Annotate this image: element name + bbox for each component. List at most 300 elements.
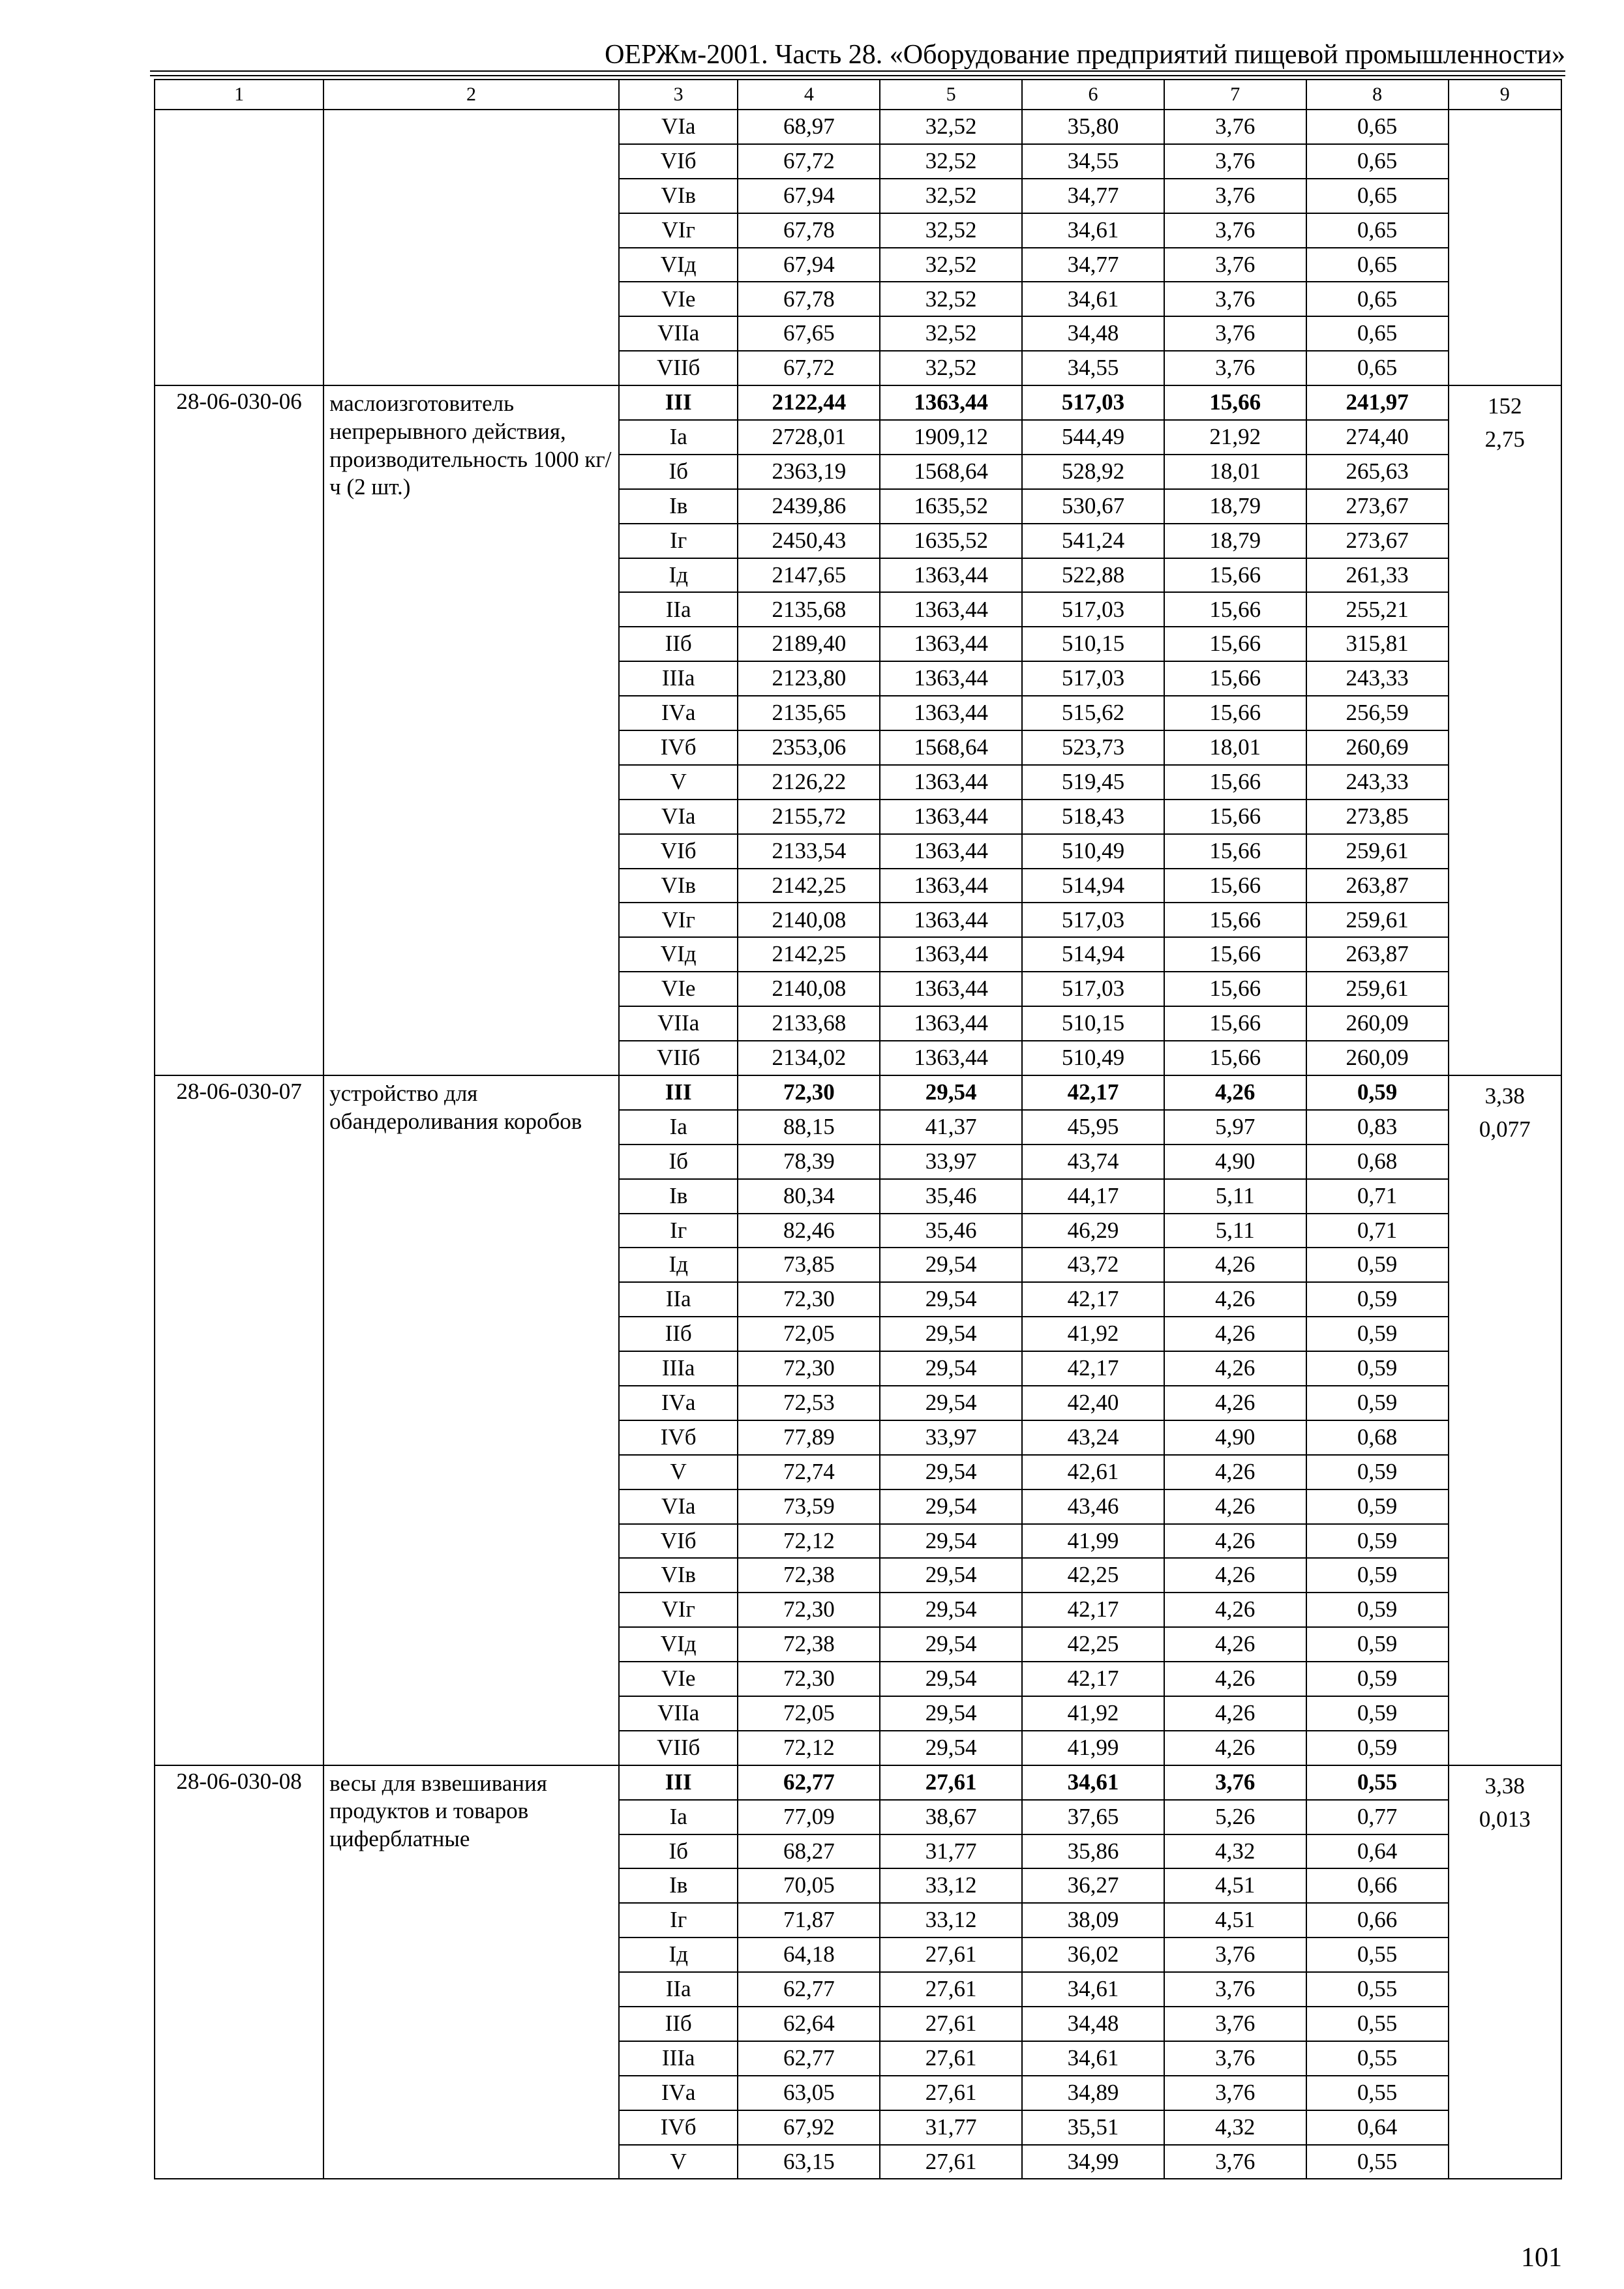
total-cost-cell: 68,27 <box>738 1834 880 1869</box>
machinist-wages-cell: 4,26 <box>1164 1317 1306 1351</box>
wages-cell: 1363,44 <box>880 972 1022 1006</box>
wages-cell: 32,52 <box>880 316 1022 351</box>
machinist-wages-cell: 4,26 <box>1164 1662 1306 1696</box>
machine-cost-cell: 41,99 <box>1022 1731 1164 1765</box>
materials-cost-cell: 0,59 <box>1306 1317 1449 1351</box>
variant-cell: IIб <box>619 2007 738 2041</box>
machinist-wages-cell: 3,76 <box>1164 248 1306 282</box>
wages-cell: 1363,44 <box>880 834 1022 869</box>
wages-cell: 1363,44 <box>880 1006 1022 1041</box>
materials-cost-cell: 0,65 <box>1306 179 1449 213</box>
materials-cost-cell: 241,97 <box>1306 385 1449 420</box>
machine-cost-cell: 44,17 <box>1022 1179 1164 1214</box>
wages-cell: 1363,44 <box>880 558 1022 593</box>
variant-cell: Iа <box>619 1110 738 1144</box>
wages-cell: 29,54 <box>880 1351 1022 1386</box>
machine-cost-cell: 42,17 <box>1022 1593 1164 1627</box>
variant-cell: IIIа <box>619 661 738 696</box>
total-cost-cell: 72,53 <box>738 1386 880 1420</box>
total-cost-cell: 73,59 <box>738 1489 880 1524</box>
wages-cell: 29,54 <box>880 1558 1022 1593</box>
machine-cost-cell: 42,25 <box>1022 1558 1164 1593</box>
total-cost-cell: 72,30 <box>738 1351 880 1386</box>
machine-cost-cell: 41,99 <box>1022 1524 1164 1559</box>
column-number-header: 2 <box>323 80 619 110</box>
machinist-wages-cell: 4,26 <box>1164 1558 1306 1593</box>
machine-cost-cell: 35,86 <box>1022 1834 1164 1869</box>
machinist-wages-cell: 21,92 <box>1164 420 1306 455</box>
total-cost-cell: 67,78 <box>738 282 880 316</box>
wages-cell: 29,54 <box>880 1696 1022 1731</box>
materials-cost-cell: 263,87 <box>1306 937 1449 972</box>
total-cost-cell: 2142,25 <box>738 869 880 903</box>
machine-cost-cell: 34,61 <box>1022 2041 1164 2076</box>
norms-table-body <box>155 80 1561 2179</box>
column-number-row <box>155 80 1561 110</box>
wages-cell: 1363,44 <box>880 661 1022 696</box>
machinist-wages-cell: 4,90 <box>1164 1420 1306 1455</box>
materials-cost-cell: 0,55 <box>1306 1765 1449 1800</box>
variant-cell: Iд <box>619 1248 738 1282</box>
machinist-wages-cell: 4,26 <box>1164 1075 1306 1110</box>
machinist-wages-cell: 15,66 <box>1164 834 1306 869</box>
total-cost-cell: 2133,68 <box>738 1006 880 1041</box>
wages-cell: 27,61 <box>880 1765 1022 1800</box>
total-cost-cell: 72,74 <box>738 1455 880 1489</box>
wages-cell: 27,61 <box>880 1937 1022 1972</box>
materials-cost-cell: 0,59 <box>1306 1662 1449 1696</box>
total-cost-cell: 72,05 <box>738 1317 880 1351</box>
machine-cost-cell: 510,49 <box>1022 834 1164 869</box>
machine-cost-cell: 42,17 <box>1022 1351 1164 1386</box>
materials-cost-cell: 0,65 <box>1306 213 1449 248</box>
total-cost-cell: 64,18 <box>738 1937 880 1972</box>
machinist-wages-cell: 15,66 <box>1164 661 1306 696</box>
variant-cell: IVб <box>619 1420 738 1455</box>
materials-cost-cell: 0,55 <box>1306 1937 1449 1972</box>
machinist-wages-cell: 3,76 <box>1164 110 1306 144</box>
materials-cost-cell: 0,55 <box>1306 1972 1449 2007</box>
machinist-wages-cell: 15,66 <box>1164 972 1306 1006</box>
materials-cost-cell: 315,81 <box>1306 627 1449 661</box>
column-number-header: 6 <box>1022 80 1164 110</box>
materials-cost-cell: 0,68 <box>1306 1420 1449 1455</box>
machine-cost-cell: 36,02 <box>1022 1937 1164 1972</box>
equipment-mass-value: 0,077 <box>1479 1116 1531 1142</box>
machine-cost-cell: 34,48 <box>1022 316 1164 351</box>
materials-cost-cell: 265,63 <box>1306 455 1449 489</box>
wages-cell: 33,12 <box>880 1903 1022 1937</box>
labor-cost-value: 152 <box>1488 393 1522 419</box>
wages-cell: 1363,44 <box>880 696 1022 730</box>
wages-cell: 33,97 <box>880 1144 1022 1179</box>
materials-cost-cell: 0,55 <box>1306 2076 1449 2110</box>
machinist-wages-cell: 15,66 <box>1164 869 1306 903</box>
machine-cost-cell: 37,65 <box>1022 1800 1164 1834</box>
materials-cost-cell: 0,68 <box>1306 1144 1449 1179</box>
wages-cell: 32,52 <box>880 179 1022 213</box>
machine-cost-cell: 42,17 <box>1022 1075 1164 1110</box>
variant-cell: Iб <box>619 1834 738 1869</box>
wages-cell: 33,97 <box>880 1420 1022 1455</box>
machinist-wages-cell: 3,76 <box>1164 179 1306 213</box>
machine-cost-cell: 522,88 <box>1022 558 1164 593</box>
machine-cost-cell: 541,24 <box>1022 524 1164 558</box>
machinist-wages-cell: 15,66 <box>1164 937 1306 972</box>
materials-cost-cell: 260,09 <box>1306 1041 1449 1075</box>
wages-cell: 29,54 <box>880 1248 1022 1282</box>
materials-cost-cell: 259,61 <box>1306 972 1449 1006</box>
machine-cost-cell: 514,94 <box>1022 869 1164 903</box>
variant-cell: VIIб <box>619 1041 738 1075</box>
header-rule <box>150 70 1565 72</box>
equipment-mass-value: 2,75 <box>1484 426 1525 452</box>
materials-cost-cell: 259,61 <box>1306 903 1449 937</box>
materials-cost-cell: 243,33 <box>1306 765 1449 800</box>
materials-cost-cell: 243,33 <box>1306 661 1449 696</box>
machine-cost-cell: 34,77 <box>1022 248 1164 282</box>
variant-cell: III <box>619 385 738 420</box>
total-cost-cell: 72,12 <box>738 1524 880 1559</box>
total-cost-cell: 2122,44 <box>738 385 880 420</box>
total-cost-cell: 67,65 <box>738 316 880 351</box>
total-cost-cell: 72,30 <box>738 1075 880 1110</box>
total-cost-cell: 2450,43 <box>738 524 880 558</box>
empty-name-cell <box>323 110 619 385</box>
materials-cost-cell: 273,67 <box>1306 489 1449 524</box>
variant-cell: VIа <box>619 110 738 144</box>
materials-cost-cell: 256,59 <box>1306 696 1449 730</box>
machine-cost-cell: 41,92 <box>1022 1696 1164 1731</box>
materials-cost-cell: 0,55 <box>1306 2145 1449 2179</box>
variant-cell: V <box>619 2145 738 2179</box>
materials-cost-cell: 0,55 <box>1306 2041 1449 2076</box>
total-cost-cell: 67,92 <box>738 2110 880 2145</box>
machine-cost-cell: 36,27 <box>1022 1868 1164 1903</box>
total-cost-cell: 71,87 <box>738 1903 880 1937</box>
variant-cell: VIIа <box>619 1006 738 1041</box>
machine-cost-cell: 523,73 <box>1022 730 1164 765</box>
total-cost-cell: 2142,25 <box>738 937 880 972</box>
machine-cost-cell: 515,62 <box>1022 696 1164 730</box>
wages-cell: 29,54 <box>880 1593 1022 1627</box>
total-cost-cell: 2135,68 <box>738 592 880 627</box>
total-cost-cell: 77,89 <box>738 1420 880 1455</box>
machine-cost-cell: 45,95 <box>1022 1110 1164 1144</box>
materials-cost-cell: 0,65 <box>1306 110 1449 144</box>
wages-cell: 31,77 <box>880 2110 1022 2145</box>
machine-cost-cell: 517,03 <box>1022 661 1164 696</box>
total-cost-cell: 72,30 <box>738 1662 880 1696</box>
materials-cost-cell: 259,61 <box>1306 834 1449 869</box>
machinist-wages-cell: 4,26 <box>1164 1386 1306 1420</box>
machine-cost-cell: 46,29 <box>1022 1214 1164 1248</box>
variant-cell: Iд <box>619 558 738 593</box>
materials-cost-cell: 261,33 <box>1306 558 1449 593</box>
machinist-wages-cell: 18,01 <box>1164 730 1306 765</box>
total-cost-cell: 63,15 <box>738 2145 880 2179</box>
materials-cost-cell: 255,21 <box>1306 592 1449 627</box>
wages-cell: 29,54 <box>880 1455 1022 1489</box>
variant-cell: VIIб <box>619 351 738 385</box>
materials-cost-cell: 0,59 <box>1306 1386 1449 1420</box>
machine-cost-cell: 34,55 <box>1022 351 1164 385</box>
machinist-wages-cell: 4,26 <box>1164 1455 1306 1489</box>
wages-cell: 32,52 <box>880 248 1022 282</box>
variant-cell: VIг <box>619 1593 738 1627</box>
machine-cost-cell: 41,92 <box>1022 1317 1164 1351</box>
variant-cell: VIб <box>619 1524 738 1559</box>
machinist-wages-cell: 4,90 <box>1164 1144 1306 1179</box>
materials-cost-cell: 273,67 <box>1306 524 1449 558</box>
variant-cell: IVа <box>619 696 738 730</box>
materials-cost-cell: 0,77 <box>1306 1800 1449 1834</box>
variant-cell: IVа <box>619 1386 738 1420</box>
variant-cell: IVб <box>619 2110 738 2145</box>
materials-cost-cell: 0,59 <box>1306 1075 1449 1110</box>
wages-cell: 38,67 <box>880 1800 1022 1834</box>
machine-cost-cell: 517,03 <box>1022 903 1164 937</box>
variant-cell: IIIа <box>619 2041 738 2076</box>
machinist-wages-cell: 4,51 <box>1164 1903 1306 1937</box>
machinist-wages-cell: 4,26 <box>1164 1696 1306 1731</box>
total-cost-cell: 88,15 <box>738 1110 880 1144</box>
wages-cell: 1363,44 <box>880 627 1022 661</box>
machinist-wages-cell: 15,66 <box>1164 800 1306 834</box>
norm-code-cell: 28-06-030-07 <box>155 1075 323 1765</box>
machine-cost-cell: 34,61 <box>1022 1765 1164 1800</box>
materials-cost-cell: 274,40 <box>1306 420 1449 455</box>
materials-cost-cell: 0,59 <box>1306 1489 1449 1524</box>
machinist-wages-cell: 3,76 <box>1164 213 1306 248</box>
materials-cost-cell: 0,59 <box>1306 1731 1449 1765</box>
machinist-wages-cell: 5,97 <box>1164 1110 1306 1144</box>
variant-cell: Iв <box>619 1868 738 1903</box>
variant-cell: VIг <box>619 213 738 248</box>
machine-cost-cell: 35,80 <box>1022 110 1164 144</box>
machinist-wages-cell: 15,66 <box>1164 385 1306 420</box>
machine-cost-cell: 34,89 <box>1022 2076 1164 2110</box>
wages-cell: 1909,12 <box>880 420 1022 455</box>
page-number: 101 <box>1521 2243 1562 2273</box>
total-cost-cell: 67,78 <box>738 213 880 248</box>
machinist-wages-cell: 15,66 <box>1164 696 1306 730</box>
variant-cell: V <box>619 1455 738 1489</box>
variant-cell: VIд <box>619 1627 738 1662</box>
total-cost-cell: 72,38 <box>738 1558 880 1593</box>
variant-cell: Iг <box>619 1903 738 1937</box>
materials-cost-cell: 0,64 <box>1306 2110 1449 2145</box>
norm-code-cell: 28-06-030-06 <box>155 385 323 1075</box>
variant-cell: IIб <box>619 627 738 661</box>
machine-cost-cell: 510,15 <box>1022 627 1164 661</box>
variant-cell: IIа <box>619 592 738 627</box>
total-cost-cell: 2133,54 <box>738 834 880 869</box>
machinist-wages-cell: 15,66 <box>1164 1041 1306 1075</box>
machinist-wages-cell: 3,76 <box>1164 351 1306 385</box>
machine-cost-cell: 34,61 <box>1022 282 1164 316</box>
wages-cell: 1363,44 <box>880 937 1022 972</box>
wages-cell: 27,61 <box>880 2007 1022 2041</box>
machinist-wages-cell: 4,26 <box>1164 1627 1306 1662</box>
machine-cost-cell: 514,94 <box>1022 937 1164 972</box>
machinist-wages-cell: 3,76 <box>1164 282 1306 316</box>
wages-cell: 35,46 <box>880 1214 1022 1248</box>
resource-cell <box>1449 385 1562 1075</box>
machinist-wages-cell: 4,32 <box>1164 2110 1306 2145</box>
machine-cost-cell: 42,40 <box>1022 1386 1164 1420</box>
materials-cost-cell: 0,59 <box>1306 1593 1449 1627</box>
wages-cell: 41,37 <box>880 1110 1022 1144</box>
machine-cost-cell: 43,46 <box>1022 1489 1164 1524</box>
variant-cell: VIб <box>619 144 738 179</box>
machine-cost-cell: 517,03 <box>1022 972 1164 1006</box>
total-cost-cell: 68,97 <box>738 110 880 144</box>
machine-cost-cell: 517,03 <box>1022 385 1164 420</box>
norm-code-cell: 28-06-030-08 <box>155 1765 323 2179</box>
labor-cost-value: 3,38 <box>1484 1773 1525 1799</box>
wages-cell: 1363,44 <box>880 385 1022 420</box>
materials-cost-cell: 0,83 <box>1306 1110 1449 1144</box>
wages-cell: 32,52 <box>880 282 1022 316</box>
wages-cell: 33,12 <box>880 1868 1022 1903</box>
equipment-name-cell: маслоизготовитель непрерывного действия, производительность 1000 кг/ч (2 шт.) <box>323 385 619 1075</box>
total-cost-cell: 2140,08 <box>738 903 880 937</box>
materials-cost-cell: 0,59 <box>1306 1627 1449 1662</box>
variant-cell: III <box>619 1075 738 1110</box>
variant-cell: VIа <box>619 800 738 834</box>
wages-cell: 27,61 <box>880 1972 1022 2007</box>
machinist-wages-cell: 3,76 <box>1164 1937 1306 1972</box>
materials-cost-cell: 0,59 <box>1306 1248 1449 1282</box>
wages-cell: 1568,64 <box>880 730 1022 765</box>
machinist-wages-cell: 5,26 <box>1164 1800 1306 1834</box>
wages-cell: 29,54 <box>880 1317 1022 1351</box>
column-number-header: 5 <box>880 80 1022 110</box>
machinist-wages-cell: 4,26 <box>1164 1593 1306 1627</box>
total-cost-cell: 2155,72 <box>738 800 880 834</box>
machinist-wages-cell: 15,66 <box>1164 1006 1306 1041</box>
equipment-name-cell: устройство для обандероливания коробов <box>323 1075 619 1765</box>
equipment-name-cell: весы для взвешивания продуктов и товаров циферблатные <box>323 1765 619 2179</box>
materials-cost-cell: 273,85 <box>1306 800 1449 834</box>
machinist-wages-cell: 4,26 <box>1164 1248 1306 1282</box>
machinist-wages-cell: 4,26 <box>1164 1489 1306 1524</box>
total-cost-cell: 67,94 <box>738 179 880 213</box>
machinist-wages-cell: 4,26 <box>1164 1731 1306 1765</box>
materials-cost-cell: 0,66 <box>1306 1868 1449 1903</box>
machine-cost-cell: 42,25 <box>1022 1627 1164 1662</box>
total-cost-cell: 67,72 <box>738 144 880 179</box>
variant-cell: Iв <box>619 489 738 524</box>
machine-cost-cell: 35,51 <box>1022 2110 1164 2145</box>
total-cost-cell: 2189,40 <box>738 627 880 661</box>
machinist-wages-cell: 18,01 <box>1164 455 1306 489</box>
machine-cost-cell: 34,55 <box>1022 144 1164 179</box>
variant-cell: VIб <box>619 834 738 869</box>
variant-cell: VIе <box>619 1662 738 1696</box>
total-cost-cell: 73,85 <box>738 1248 880 1282</box>
machine-cost-cell: 34,99 <box>1022 2145 1164 2179</box>
page-header <box>150 33 1565 73</box>
total-cost-cell: 62,77 <box>738 2041 880 2076</box>
column-number-header: 7 <box>1164 80 1306 110</box>
total-cost-cell: 72,05 <box>738 1696 880 1731</box>
wages-cell: 29,54 <box>880 1524 1022 1559</box>
materials-cost-cell: 260,09 <box>1306 1006 1449 1041</box>
variant-cell: VIв <box>619 869 738 903</box>
table-row-main <box>155 385 1561 420</box>
machinist-wages-cell: 3,76 <box>1164 2145 1306 2179</box>
total-cost-cell: 70,05 <box>738 1868 880 1903</box>
machinist-wages-cell: 3,76 <box>1164 144 1306 179</box>
machine-cost-cell: 544,49 <box>1022 420 1164 455</box>
variant-cell: Iв <box>619 1179 738 1214</box>
materials-cost-cell: 0,65 <box>1306 316 1449 351</box>
header-rule-double <box>150 75 1565 76</box>
materials-cost-cell: 0,59 <box>1306 1524 1449 1559</box>
machinist-wages-cell: 15,66 <box>1164 558 1306 593</box>
total-cost-cell: 77,09 <box>738 1800 880 1834</box>
wages-cell: 32,52 <box>880 351 1022 385</box>
variant-cell: IIб <box>619 1317 738 1351</box>
variant-cell: Iг <box>619 524 738 558</box>
total-cost-cell: 2126,22 <box>738 765 880 800</box>
wages-cell: 27,61 <box>880 2076 1022 2110</box>
machinist-wages-cell: 15,66 <box>1164 903 1306 937</box>
variant-cell: IVб <box>619 730 738 765</box>
column-number-header: 1 <box>155 80 323 110</box>
wages-cell: 32,52 <box>880 213 1022 248</box>
variant-cell: IVа <box>619 2076 738 2110</box>
machinist-wages-cell: 3,76 <box>1164 2041 1306 2076</box>
wages-cell: 32,52 <box>880 144 1022 179</box>
variant-cell: VIе <box>619 972 738 1006</box>
total-cost-cell: 72,12 <box>738 1731 880 1765</box>
variant-cell: Iг <box>619 1214 738 1248</box>
machinist-wages-cell: 5,11 <box>1164 1179 1306 1214</box>
resource-cell <box>1449 1765 1562 2179</box>
table-row-main <box>155 1075 1561 1110</box>
materials-cost-cell: 0,71 <box>1306 1214 1449 1248</box>
materials-cost-cell: 0,71 <box>1306 1179 1449 1214</box>
wages-cell: 27,61 <box>880 2041 1022 2076</box>
total-cost-cell: 2134,02 <box>738 1041 880 1075</box>
machinist-wages-cell: 15,66 <box>1164 627 1306 661</box>
variant-cell: VIг <box>619 903 738 937</box>
machinist-wages-cell: 3,76 <box>1164 316 1306 351</box>
column-number-header: 8 <box>1306 80 1449 110</box>
machinist-wages-cell: 3,76 <box>1164 1972 1306 2007</box>
machine-cost-cell: 42,17 <box>1022 1282 1164 1317</box>
materials-cost-cell: 0,65 <box>1306 282 1449 316</box>
machine-cost-cell: 519,45 <box>1022 765 1164 800</box>
total-cost-cell: 2123,80 <box>738 661 880 696</box>
document-title: ОЕРЖм-2001. Часть 28. «Оборудование предприятий пищевой промышленности» <box>605 40 1565 70</box>
total-cost-cell: 82,46 <box>738 1214 880 1248</box>
materials-cost-cell: 0,66 <box>1306 1903 1449 1937</box>
wages-cell: 1363,44 <box>880 800 1022 834</box>
machine-cost-cell: 38,09 <box>1022 1903 1164 1937</box>
column-number-header: 3 <box>619 80 738 110</box>
wages-cell: 1363,44 <box>880 903 1022 937</box>
variant-cell: VIIа <box>619 316 738 351</box>
machinist-wages-cell: 4,26 <box>1164 1282 1306 1317</box>
variant-cell: IIа <box>619 1972 738 2007</box>
column-number-header: 4 <box>738 80 880 110</box>
total-cost-cell: 62,64 <box>738 2007 880 2041</box>
variant-cell: VIе <box>619 282 738 316</box>
